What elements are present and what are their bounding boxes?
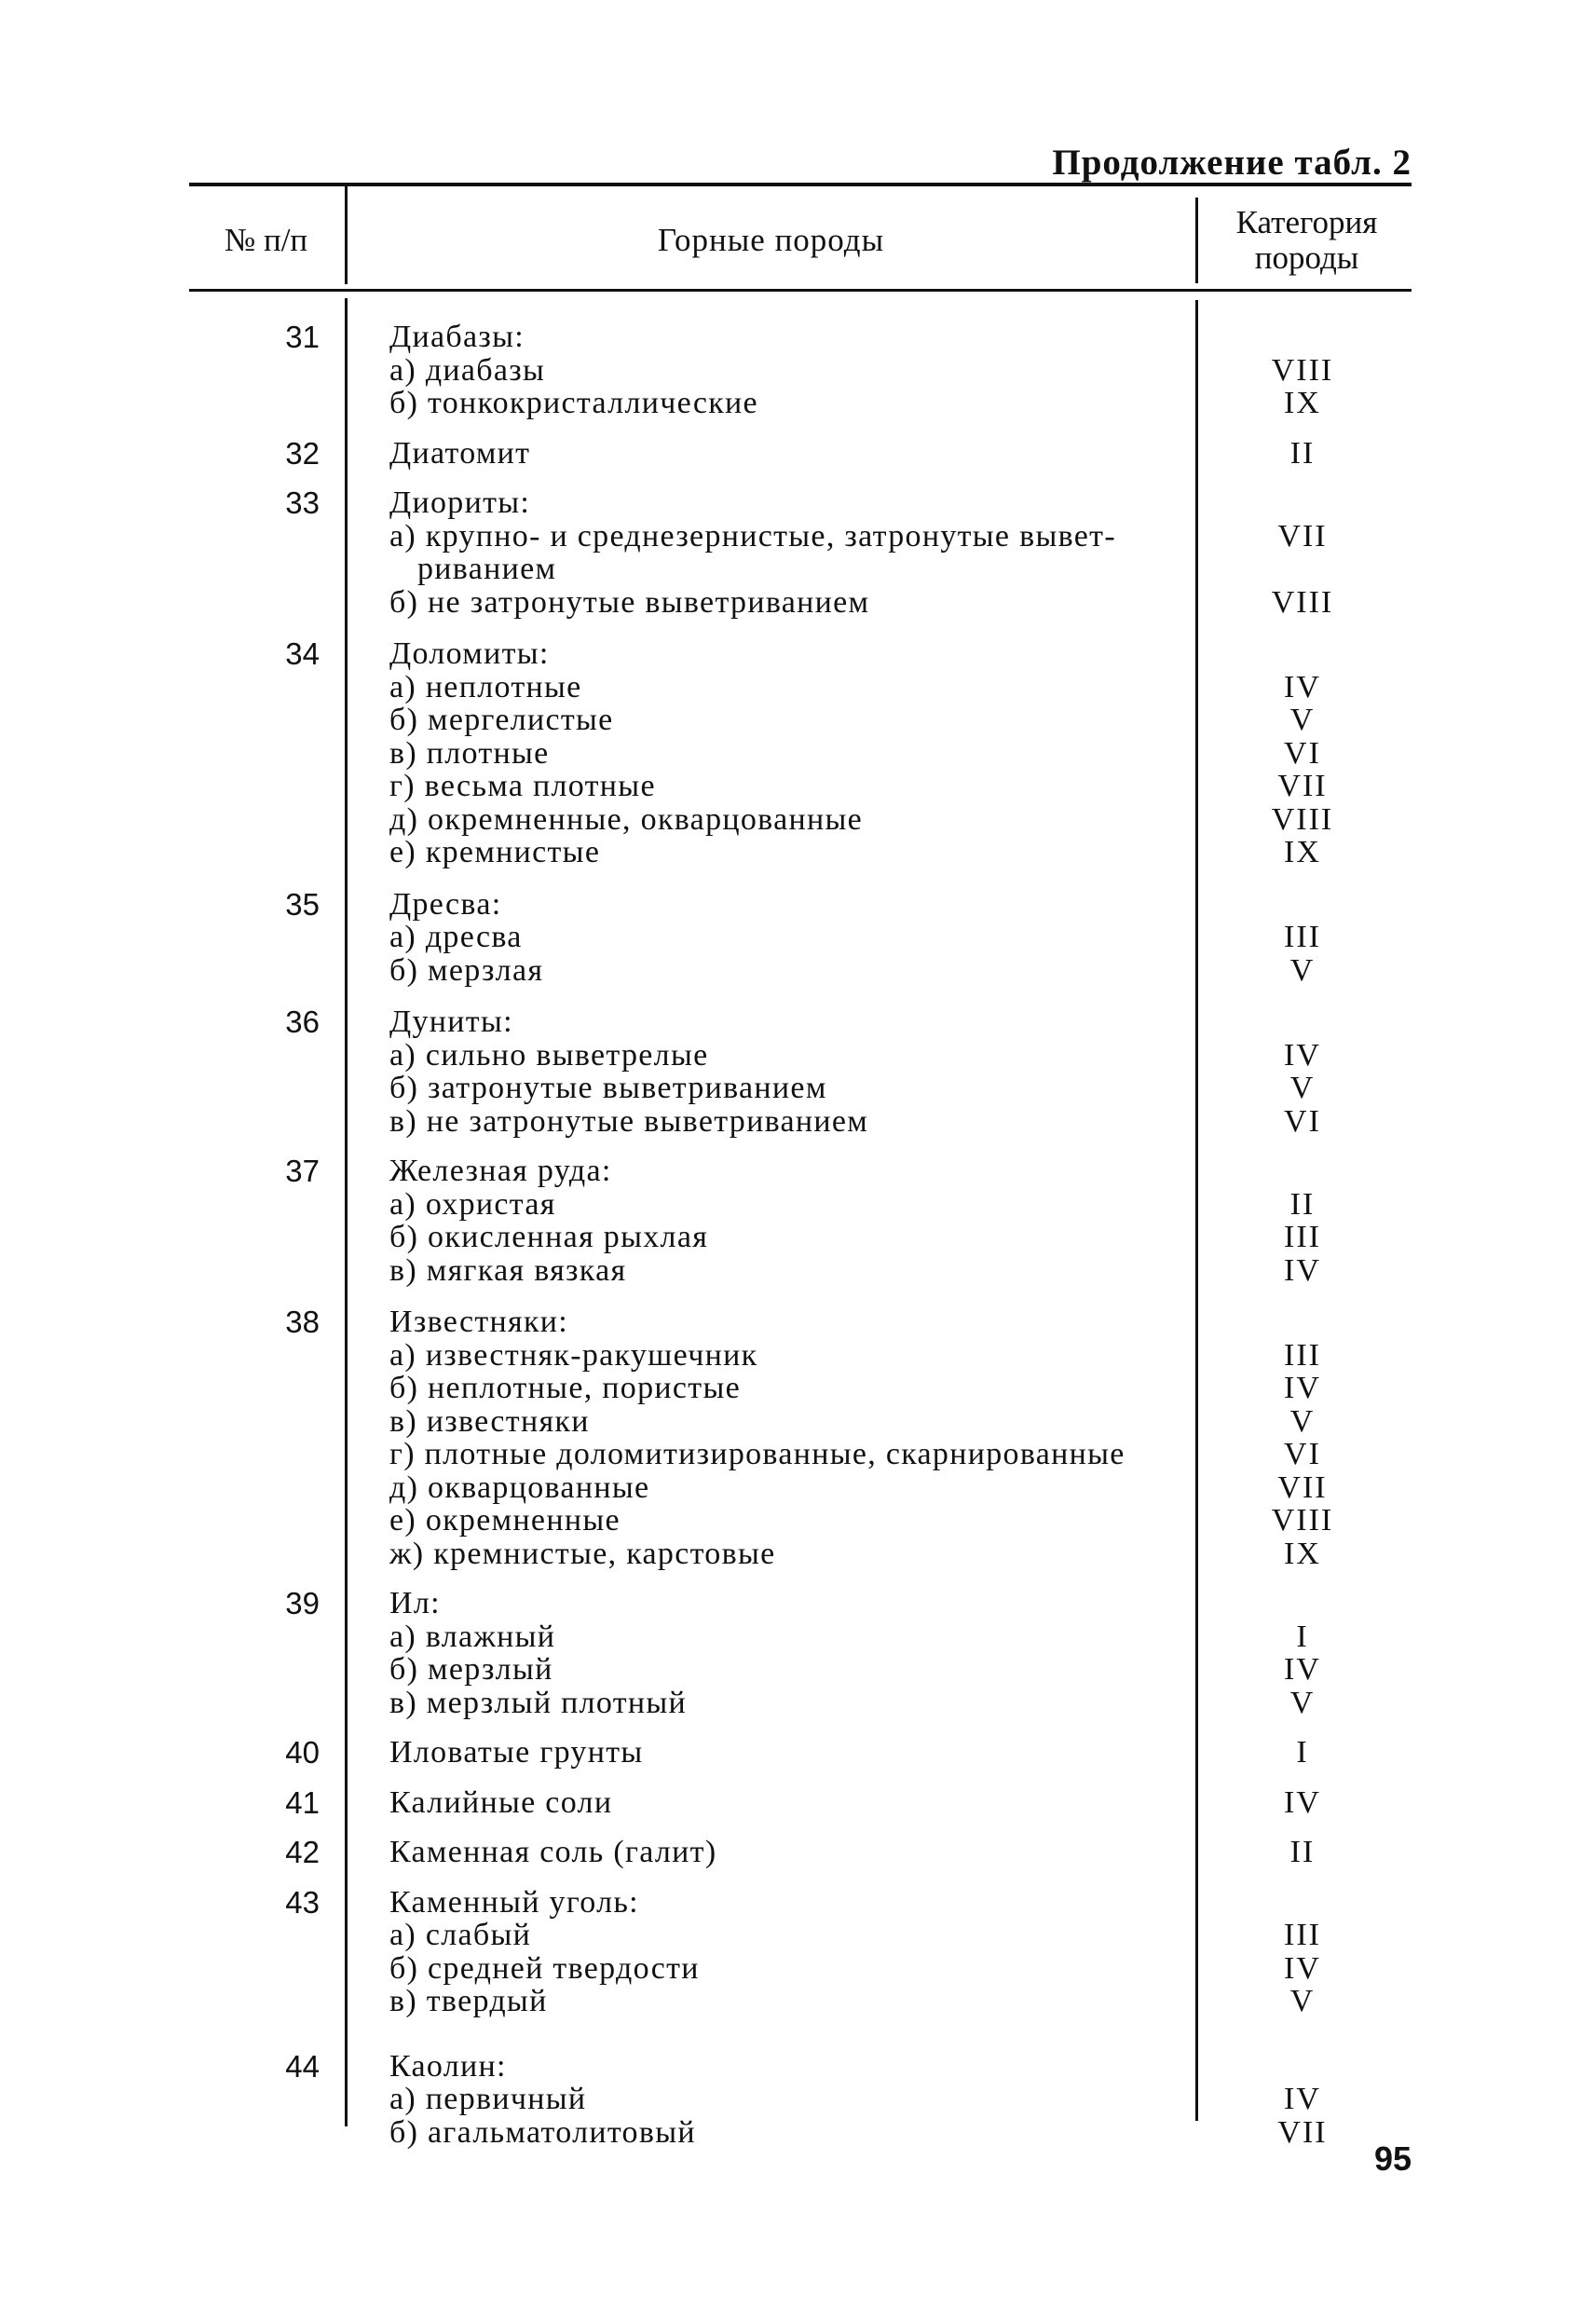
table-row bbox=[189, 1952, 1412, 1986]
rock-category bbox=[1208, 553, 1412, 586]
table-entry bbox=[189, 888, 1412, 988]
rock-name: б) окисленная рыхлая bbox=[389, 1220, 709, 1254]
rock-category: IV bbox=[1284, 1371, 1321, 1405]
rock-category: VII bbox=[1277, 2114, 1328, 2150]
rock-category bbox=[1191, 321, 1396, 354]
table-row bbox=[189, 1305, 1412, 1339]
rock-category: IX bbox=[1284, 386, 1321, 420]
rock-name: в) мягкая вязкая bbox=[389, 1252, 627, 1288]
rock-name: а) сильно выветрелые bbox=[389, 1037, 709, 1073]
table-entry bbox=[189, 1005, 1412, 1138]
table-row bbox=[189, 1886, 1412, 1920]
rock-name: е) окремненные bbox=[389, 1503, 621, 1538]
rock-category: VII bbox=[1277, 1469, 1328, 1505]
table-row bbox=[189, 1538, 1412, 1571]
entry-number: 39 bbox=[285, 1586, 320, 1620]
entry-number: 33 bbox=[285, 485, 320, 520]
rock-group-title: Каолин: bbox=[389, 2048, 507, 2084]
entry-number: 35 bbox=[285, 886, 320, 922]
rock-name: б) не затронутые выветриванием bbox=[389, 584, 870, 620]
table-row bbox=[189, 1188, 1412, 1222]
rock-category bbox=[1191, 1005, 1396, 1039]
rock-category: IV bbox=[1284, 1950, 1321, 1986]
table-row bbox=[189, 1105, 1412, 1139]
rock-name: д) окремненные, окварцованные bbox=[389, 801, 863, 837]
rock-category: V bbox=[1289, 1071, 1316, 1105]
rock-name: ж) кремнистые, карстовые bbox=[389, 1536, 776, 1571]
rock-category: V bbox=[1289, 1403, 1316, 1439]
table-row bbox=[189, 1620, 1412, 1654]
table-row bbox=[189, 1687, 1412, 1720]
column-header-number: № п/п bbox=[224, 222, 308, 258]
rock-category: IX bbox=[1284, 1536, 1321, 1571]
rock-category: IV bbox=[1284, 1652, 1321, 1687]
table-row bbox=[189, 1919, 1412, 1952]
rock-category bbox=[1191, 1587, 1396, 1620]
table-row bbox=[189, 836, 1412, 869]
rock-category bbox=[1191, 1886, 1396, 1920]
rock-category: IX bbox=[1284, 835, 1321, 869]
rock-category: VII bbox=[1277, 769, 1328, 803]
table-row bbox=[189, 1405, 1412, 1439]
page-number: 95 bbox=[1373, 2139, 1412, 2178]
entry-number: 44 bbox=[285, 2048, 320, 2084]
rock-name: а) известняк-ракушечник bbox=[389, 1337, 758, 1373]
column-header-category-line1: Категория bbox=[1235, 204, 1378, 240]
rock-name: в) известняки bbox=[389, 1403, 590, 1439]
rock-name: в) твердый bbox=[389, 1984, 548, 2018]
rock-category: I bbox=[1296, 1735, 1309, 1770]
table-row bbox=[189, 2050, 1412, 2084]
table-row bbox=[189, 437, 1412, 471]
rock-name: б) тонкокристаллические bbox=[389, 386, 758, 420]
rock-category: II bbox=[1289, 435, 1316, 471]
rock-name: б) мергелистые bbox=[389, 703, 614, 737]
rock-name: а) диабазы bbox=[389, 352, 546, 388]
rock-category: IV bbox=[1284, 1784, 1321, 1820]
rock-category: VIII bbox=[1271, 801, 1334, 837]
table-row bbox=[189, 704, 1412, 737]
rock-category: VII bbox=[1277, 518, 1328, 554]
rock-category: III bbox=[1284, 1220, 1321, 1254]
table-entry bbox=[189, 1836, 1412, 1869]
table-body bbox=[189, 304, 1412, 2149]
rock-category: III bbox=[1284, 1337, 1321, 1373]
rock-category bbox=[1191, 486, 1396, 520]
rock-category: V bbox=[1289, 952, 1316, 988]
rock-name: б) мерзлая bbox=[389, 952, 544, 988]
table-row bbox=[189, 1653, 1412, 1687]
header-bottom-rule bbox=[189, 289, 1412, 292]
rock-name: б) затронутые выветриванием bbox=[389, 1071, 827, 1105]
table-row bbox=[189, 2083, 1412, 2116]
rock-category: VI bbox=[1284, 1437, 1321, 1471]
table-entry bbox=[189, 1587, 1412, 1719]
table-row bbox=[189, 520, 1412, 554]
rock-name: риванием bbox=[417, 552, 557, 586]
rock-group-title: Дуниты: bbox=[389, 1005, 513, 1039]
rock-category: VIII bbox=[1271, 584, 1334, 620]
table-entry bbox=[189, 1305, 1412, 1570]
table-row bbox=[189, 770, 1412, 803]
table-row bbox=[189, 671, 1412, 704]
table-row bbox=[189, 1372, 1412, 1405]
rock-category: VIII bbox=[1271, 1503, 1334, 1538]
rock-name: а) дресва bbox=[389, 920, 523, 954]
column-header-category-line2: породы bbox=[1254, 239, 1359, 276]
rock-category bbox=[1191, 637, 1396, 671]
table-entry bbox=[189, 1155, 1412, 1287]
table-entry bbox=[189, 1786, 1412, 1820]
rock-name: а) неплотные bbox=[389, 669, 582, 704]
rock-category bbox=[1191, 1155, 1396, 1188]
rock-category: VIII bbox=[1271, 352, 1334, 388]
table-row bbox=[189, 1005, 1412, 1039]
table-row bbox=[189, 737, 1412, 771]
table-entry bbox=[189, 486, 1412, 619]
rock-category: I bbox=[1296, 1619, 1309, 1654]
rock-name: б) агальматолитовый bbox=[389, 2114, 696, 2150]
table-row bbox=[189, 1504, 1412, 1538]
table-row bbox=[189, 637, 1412, 671]
table-row bbox=[189, 1985, 1412, 2018]
column-header-category bbox=[1202, 196, 1412, 285]
table-row bbox=[189, 586, 1412, 620]
table-entry bbox=[189, 437, 1412, 471]
table-row bbox=[189, 1786, 1412, 1820]
rock-group-title: Дресва: bbox=[389, 886, 502, 922]
table-row bbox=[189, 1155, 1412, 1188]
rock-name: г) плотные доломитизированные, скарнированные bbox=[389, 1437, 1125, 1471]
rock-name: г) весьма плотные bbox=[389, 769, 656, 803]
table-entry bbox=[189, 1886, 1412, 2018]
rock-category bbox=[1191, 888, 1396, 922]
rock-name: а) слабый bbox=[389, 1918, 532, 1952]
table-row bbox=[189, 888, 1412, 922]
rock-category: IV bbox=[1284, 2082, 1321, 2116]
rock-group-title: Железная руда: bbox=[389, 1154, 612, 1188]
rock-category bbox=[1191, 2050, 1396, 2084]
table-row bbox=[189, 954, 1412, 988]
table-row bbox=[189, 1254, 1412, 1288]
table-row bbox=[189, 354, 1412, 388]
rock-name: а) охристая bbox=[389, 1186, 556, 1222]
rock-group-title: Ил: bbox=[389, 1586, 441, 1620]
table-row bbox=[189, 486, 1412, 520]
table-entry bbox=[189, 637, 1412, 869]
table-entry bbox=[189, 1736, 1412, 1770]
table-row bbox=[189, 2116, 1412, 2150]
rock-category: II bbox=[1289, 1186, 1316, 1222]
rock-category bbox=[1191, 1305, 1396, 1339]
table-row bbox=[189, 1736, 1412, 1770]
table-row bbox=[189, 553, 1412, 586]
entry-number: 37 bbox=[285, 1154, 320, 1188]
rock-group-title: Каменный уголь: bbox=[389, 1884, 639, 1920]
rock-category: V bbox=[1289, 703, 1316, 737]
rock-group-title: Диабазы: bbox=[389, 320, 525, 354]
table-caption: Продолжение табл. 2 bbox=[1052, 143, 1412, 183]
table-row bbox=[189, 1438, 1412, 1471]
entry-number: 32 bbox=[285, 435, 320, 471]
rock-category: V bbox=[1289, 1685, 1316, 1720]
table-row bbox=[189, 1339, 1412, 1373]
table-row bbox=[189, 1039, 1412, 1073]
table-row bbox=[189, 1221, 1412, 1254]
rock-name: в) мерзлый плотный bbox=[389, 1685, 688, 1720]
table-entry bbox=[189, 2050, 1412, 2150]
rock-category: II bbox=[1289, 1835, 1316, 1869]
rock-category: III bbox=[1284, 1918, 1321, 1952]
header-top-rule bbox=[189, 183, 1412, 186]
entry-number: 41 bbox=[285, 1784, 320, 1820]
rock-name: е) кремнистые bbox=[389, 835, 601, 869]
rock-name: в) не затронутые выветриванием bbox=[389, 1103, 869, 1139]
table-row bbox=[189, 387, 1412, 420]
table-row bbox=[189, 1587, 1412, 1620]
rock-name: Иловатые грунты bbox=[389, 1735, 644, 1770]
entry-number: 40 bbox=[285, 1735, 320, 1770]
rock-name: б) средней твердости bbox=[389, 1950, 700, 1986]
rock-category: IV bbox=[1284, 669, 1321, 704]
rock-category: VI bbox=[1284, 735, 1321, 771]
table-row bbox=[189, 1471, 1412, 1505]
rock-category: VI bbox=[1284, 1103, 1321, 1139]
rock-group-title: Диориты: bbox=[389, 485, 531, 520]
rock-name: а) влажный bbox=[389, 1619, 556, 1654]
rock-name: Каменная соль (галит) bbox=[389, 1835, 717, 1869]
column-header-rocks: Горные породы bbox=[657, 222, 885, 258]
table-row bbox=[189, 803, 1412, 837]
rock-group-title: Доломиты: bbox=[389, 636, 550, 671]
rock-category: V bbox=[1289, 1984, 1316, 2018]
rock-name: Калийные соли bbox=[389, 1784, 613, 1820]
entry-number: 43 bbox=[285, 1884, 320, 1920]
header-divider-left bbox=[345, 186, 348, 284]
table-row bbox=[189, 1072, 1412, 1105]
table-entry bbox=[189, 321, 1412, 420]
rock-name: в) плотные bbox=[389, 735, 550, 771]
rock-name: Диатомит bbox=[389, 435, 531, 471]
rock-name: д) окварцованные bbox=[389, 1469, 650, 1505]
entry-number: 42 bbox=[285, 1835, 320, 1869]
rock-group-title: Известняки: bbox=[389, 1305, 569, 1339]
rock-name: а) первичный bbox=[389, 2082, 587, 2116]
entry-number: 31 bbox=[285, 320, 320, 354]
entry-number: 38 bbox=[285, 1305, 320, 1339]
header-divider-right bbox=[1195, 198, 1198, 283]
rock-name: б) неплотные, пористые bbox=[389, 1371, 741, 1405]
entry-number: 36 bbox=[285, 1005, 320, 1039]
table-row bbox=[189, 1836, 1412, 1869]
rock-name: а) крупно- и среднезернистые, затронутые вывет- bbox=[389, 518, 1116, 554]
rock-category: IV bbox=[1284, 1252, 1321, 1288]
table-row bbox=[189, 921, 1412, 954]
entry-number: 34 bbox=[285, 636, 320, 671]
rock-category: IV bbox=[1284, 1037, 1321, 1073]
rock-category: III bbox=[1284, 920, 1321, 954]
rock-name: б) мерзлый bbox=[389, 1652, 553, 1687]
table-row bbox=[189, 321, 1412, 354]
